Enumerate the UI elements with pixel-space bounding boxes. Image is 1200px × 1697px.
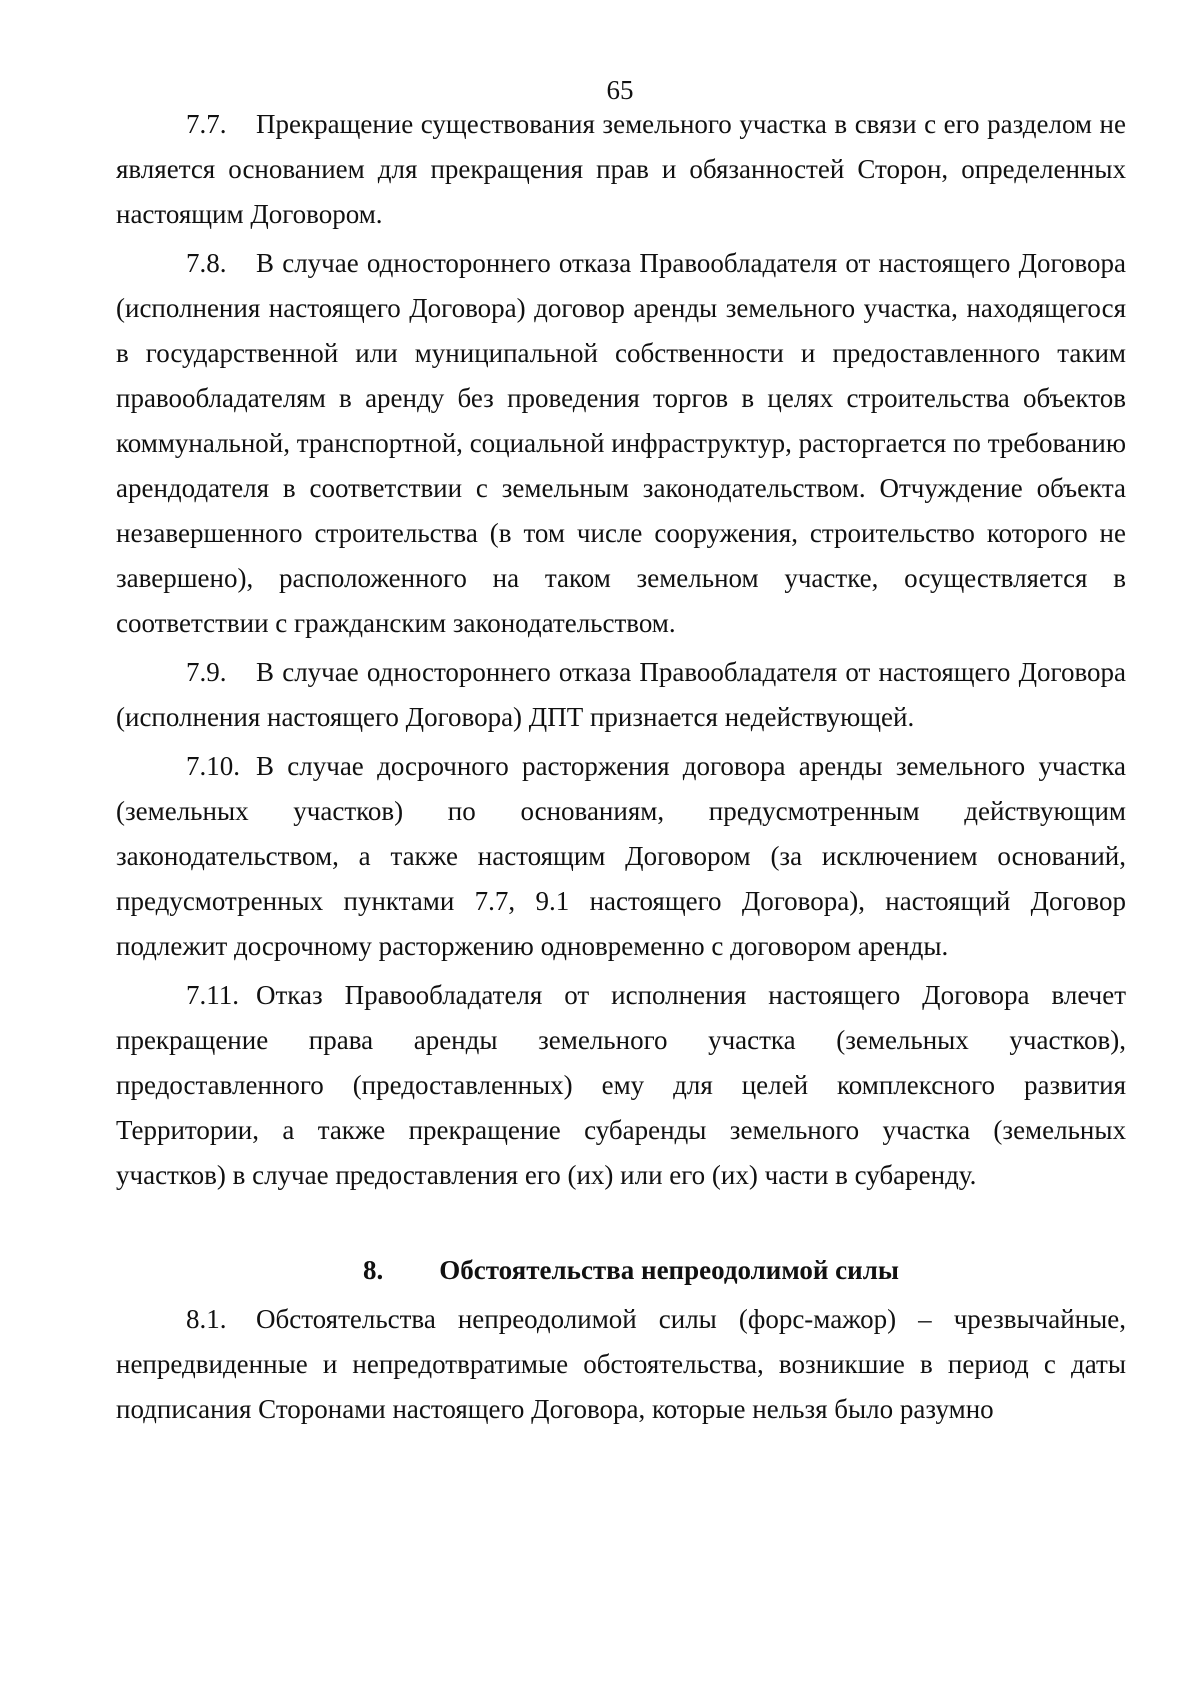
clause-text: В случае одностороннего отказа Правообладателя от настоящего Договора (исполнения настоящего Договора) договор аренды земельного участка, находящегося в государственной или муниципальной собственности и предоставленного таким правообладателям в аренду без проведения торгов в целях строительства объектов коммунальной, транспортной, социальной инфраструктур, расторгается по требованию арендодателя в соответствии с земельным законодательством. Отчуждение объекта незавершенного строительства (в том числе сооружения, строительство которого не завершено), расположенного на таком земельном участке, осуществляется в соответствии с гражданским законодательством. (116, 248, 1126, 638)
clause-7-10 (116, 744, 1126, 969)
clause-number: 7.7. (186, 109, 227, 139)
clause-text: В случае досрочного расторжения договора аренды земельного участка (земельных участков) по основаниям, предусмотренным действующим законодательством, а также настоящим Договором (за исключением оснований, предусмотренных пунктами 7.7, 9.1 настоящего Договора), настоящий Договор подлежит досрочному расторжению одновременно с договором аренды. (116, 751, 1126, 961)
section-number: 8. (363, 1255, 384, 1285)
page-number: 65 (606, 75, 634, 105)
clause-text: Отказ Правообладателя от исполнения настоящего Договора влечет прекращение права аренды земельного участка (земельных участков), предоставленного (предоставленных) ему для целей комплексного развития Территории, а также прекращение субаренды земельного участка (земельных участков) в случае предоставления его (их) или его (их) части в субаренду. (116, 980, 1126, 1190)
clause-number: 8.1. (186, 1304, 227, 1334)
clause-number: 7.10. (186, 751, 240, 781)
section-title: Обстоятельства непреодолимой силы (439, 1255, 899, 1285)
clause-7-11 (116, 973, 1126, 1198)
clause-8-1 (116, 1297, 1126, 1432)
clause-text: Обстоятельства непреодолимой силы (форс-мажор) – чрезвычайные, непредвиденные и непредотвратимые обстоятельства, возникшие в период с даты подписания Сторонами настоящего Договора, которые нельзя было разумно (116, 1304, 1126, 1424)
clause-7-8 (116, 241, 1126, 646)
clause-number: 7.11. (186, 980, 239, 1010)
clause-number: 7.9. (186, 657, 227, 687)
section-heading (116, 1248, 1126, 1293)
clause-number: 7.8. (186, 248, 227, 278)
document-body (116, 102, 1126, 1436)
clause-text: В случае одностороннего отказа Правообладателя от настоящего Договора (исполнения настоящего Договора) ДПТ признается недействующей. (116, 657, 1126, 732)
clause-text: Прекращение существования земельного участка в связи с его разделом не является основанием для прекращения прав и обязанностей Сторон, определенных настоящим Договором. (116, 109, 1126, 229)
clause-7-7 (116, 102, 1126, 237)
clause-7-9 (116, 650, 1126, 740)
